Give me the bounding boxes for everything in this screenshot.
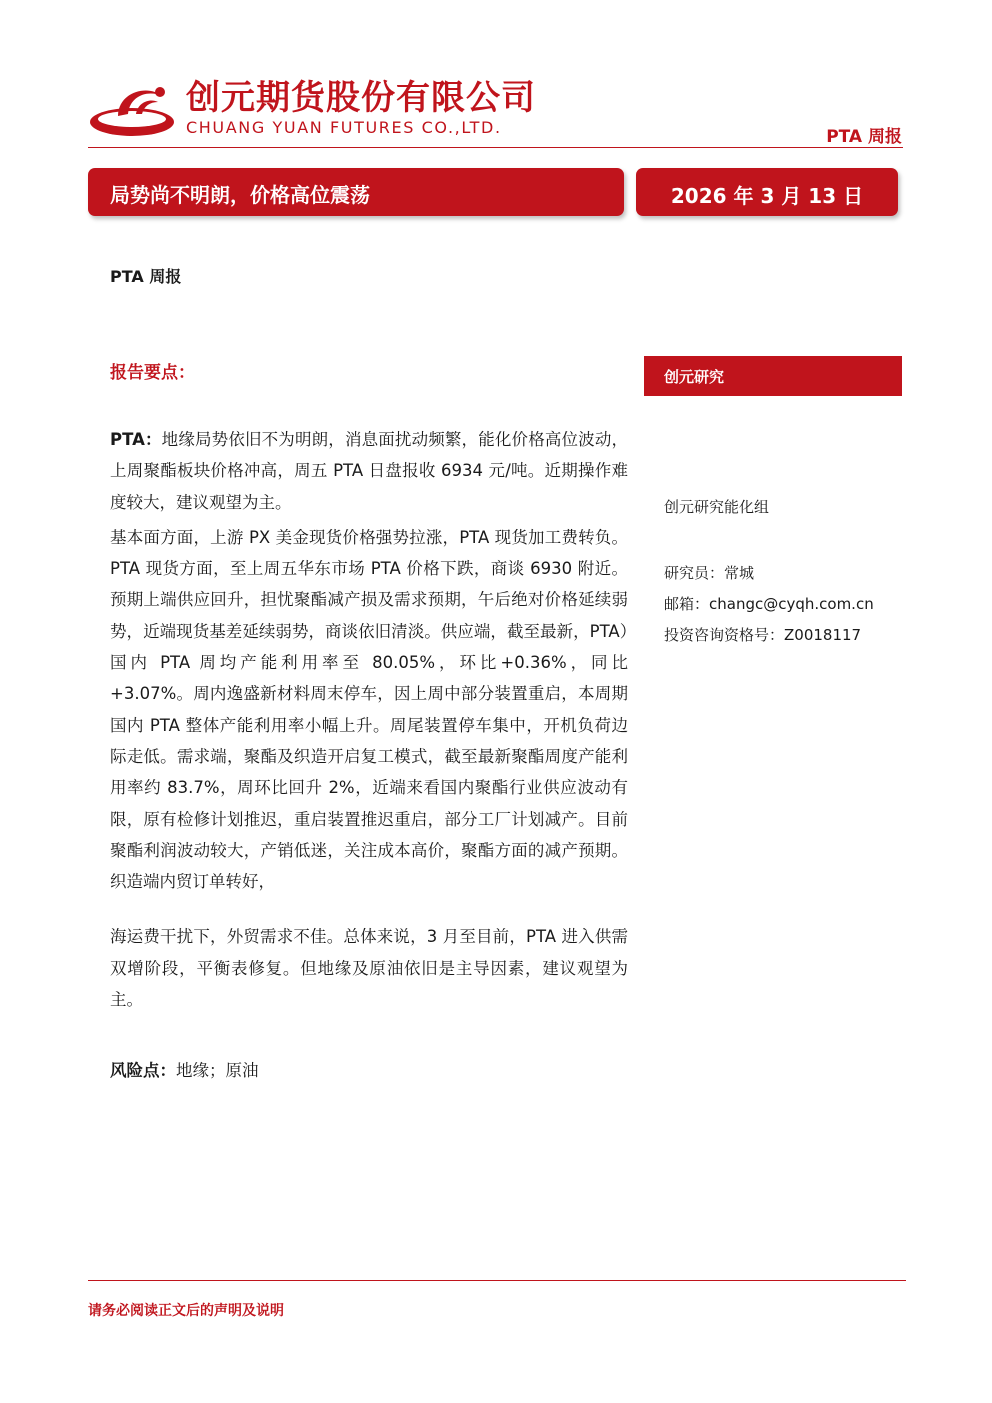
paragraph-conclusion: 海运费干扰下，外贸需求不佳。总体来说，3 月至目前，PTA 进入供需双增阶段，平衡表修复。但地缘及原油依旧是主导因素，建议观望为主。 (110, 927, 628, 1010)
researcher-name: 研究员：常城 (664, 564, 755, 582)
footer-divider (88, 1280, 906, 1281)
risk-points (110, 1057, 628, 1081)
paragraph-fundamentals: 基本面方面，上游 PX 美金现货价格强势拉涨，PTA 现货加工费转负。PTA 现货方面，至上周五华东市场 PTA 价格下跌，商谈 6930 附近。预期上端供应回升，担忧聚酯减产损及需求预期，午后绝对价格延续弱势，近端现货基差延续弱势，商谈依旧清淡。供应端，截至最新，PTA）国内 PTA 周均产能利用率至 80.05%，环比+0.36%，同比+3.07%。周内逸盛新材料周末停车，因上周中部分装置重启，本周期国内 PTA 整体产能利用率小幅上升。周尾装置停车集中，开机负荷边际走低。需求端，聚酯及织造开启复工模式，截至最新聚酯周度产能利用率约 83.7%，周环比回升 2%，近端来看国内聚酯行业供应波动有限，原有检修计划推迟，重启装置推迟重启，部分工厂计划减产。目前聚酯利润波动较大，产销低迷，关注成本高价，聚酯方面的减产预期。织造端内贸订单转好， (110, 527, 628, 892)
company-name-en: CHUANG YUAN FUTURES CO.,LTD. (186, 118, 502, 137)
main-content (110, 358, 628, 1081)
header-report-type: PTA 周报 (826, 127, 902, 147)
research-group: 创元研究能化组 (664, 498, 770, 516)
sidebar-section-banner (644, 356, 902, 396)
risk-text: 地缘；原油 (176, 1061, 259, 1081)
paragraph-summary-text: 地缘局势依旧不为明朗，消息面扰动频繁，能化价格高位波动，上周聚酯板块价格冲高，周五 PTA 日盘报收 6934 元/吨。近期操作难度较大，建议观望为主。 (110, 430, 629, 512)
paragraph-summary (110, 424, 628, 518)
analyst-info (664, 558, 874, 651)
key-points-heading: 报告要点： (110, 363, 195, 383)
title-banner (88, 168, 624, 216)
company-logo-icon (88, 72, 184, 142)
report-date: 2026 年 3 月 13 日 (670, 184, 864, 208)
company-name-cn: 创元期货股份有限公司 (186, 78, 536, 118)
report-type-label: PTA 周报 (110, 267, 182, 286)
header-divider (88, 147, 903, 148)
date-banner (636, 168, 898, 216)
risk-label: 风险点： (110, 1061, 176, 1081)
sidebar-section-title: 创元研究 (664, 368, 725, 386)
researcher-license: 投资咨询资格号：Z0018117 (664, 626, 862, 644)
paragraph-lead: PTA： (110, 430, 162, 449)
researcher-email: 邮箱：changc@cyqh.com.cn (664, 595, 874, 613)
footer-notice: 请务必阅读正文后的声明及说明 (88, 1303, 284, 1319)
report-title: 局势尚不明朗，价格高位震荡 (110, 183, 370, 207)
